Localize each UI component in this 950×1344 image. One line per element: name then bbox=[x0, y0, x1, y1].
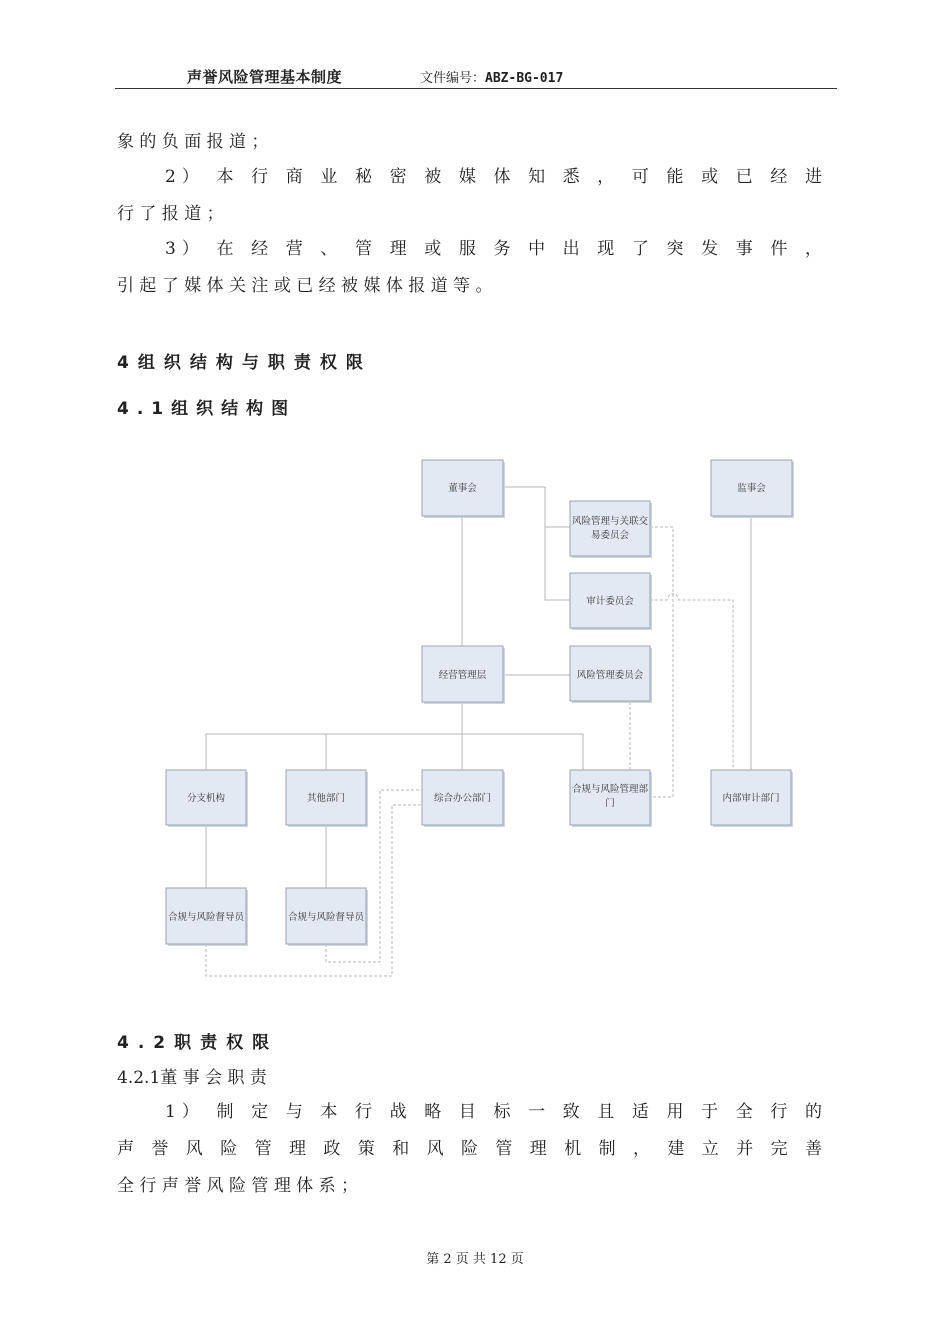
internal-audit-box bbox=[711, 770, 793, 827]
document-title: 声誉风险管理基本制度 bbox=[187, 68, 343, 86]
board-duty-line-2: 声 誉 风 险 管 理 政 策 和 风 险 管 理 机 制 ， 建 立 并 完 善 bbox=[117, 1139, 822, 1159]
other-depts-box bbox=[286, 770, 368, 827]
page-footer: 第 2 页 共 12 页 bbox=[426, 1252, 524, 1267]
management-box bbox=[422, 646, 505, 704]
risk-related-committee-label-2: 易委员会 bbox=[590, 530, 630, 541]
item-3-line-1: 3） 在 经 营 、 管 理 或 服 务 中 出 现 了 突 发 事 件 ， bbox=[165, 239, 822, 259]
section-4-2-heading: 4.2职责权限 bbox=[117, 1033, 279, 1053]
branches-label: 分支机构 bbox=[186, 793, 226, 804]
audit-committee-box bbox=[570, 573, 652, 630]
board-duty-line-1: 1） 制 定 与 本 行 战 略 目 标 一 致 且 适 用 于 全 行 的 bbox=[165, 1102, 822, 1122]
item-2-line-1: 2） 本 行 商 业 秘 密 被 媒 体 知 悉 ， 可 能 或 已 经 进 bbox=[165, 167, 822, 187]
section-4-2-1-heading: 4.2.1董 事 会 职 责 bbox=[117, 1068, 267, 1088]
compliance-dept-label-1: 合规与风险管理部 bbox=[571, 784, 649, 795]
risk-related-committee-label-1: 风险管理与关联交 bbox=[571, 516, 649, 527]
risk-related-committee-box bbox=[570, 501, 652, 558]
section-4-1-heading: 4.1组织结构图 bbox=[117, 399, 297, 419]
branches-box bbox=[166, 770, 248, 827]
management-label: 经营管理层 bbox=[438, 670, 487, 681]
supervisor-1-label: 合规与风险督导员 bbox=[167, 912, 245, 923]
board-box bbox=[422, 460, 505, 518]
item-3-line-2: 引 起 了 媒 体 关 注 或 已 经 被 媒 体 报 道 等 。 bbox=[117, 276, 493, 296]
doc-no-value: ABZ-BG-017 bbox=[485, 71, 564, 86]
body-line-1: 象 的 负 面 报 道 ； bbox=[117, 132, 269, 152]
supervisory-board-box bbox=[711, 460, 794, 518]
risk-committee-label: 风险管理委员会 bbox=[576, 670, 644, 681]
audit-committee-label: 审计委员会 bbox=[586, 596, 634, 607]
compliance-dept-box bbox=[570, 770, 652, 827]
supervisory-board-label: 监事会 bbox=[737, 483, 766, 494]
supervisor-2-label: 合规与风险督导员 bbox=[287, 912, 365, 923]
supervisor-box-2 bbox=[286, 888, 368, 946]
risk-committee-box bbox=[570, 646, 652, 703]
doc-no-label: 文件编号： bbox=[420, 71, 486, 86]
item-2-line-2: 行 了 报 道 ； bbox=[117, 204, 224, 224]
other-depts-label: 其他部门 bbox=[306, 793, 346, 804]
board-label: 董事会 bbox=[448, 483, 477, 494]
board-duty-line-3: 全 行 声 誉 风 险 管 理 体 系 ； bbox=[117, 1176, 359, 1196]
supervisor-box-1 bbox=[166, 888, 248, 946]
internal-audit-label: 内部审计部门 bbox=[722, 793, 780, 804]
compliance-dept-label-2: 门 bbox=[605, 798, 615, 809]
section-4-heading: 4组织结构与职责权限 bbox=[117, 353, 372, 373]
general-office-label: 综合办公部门 bbox=[433, 793, 492, 804]
general-office-box bbox=[422, 770, 505, 827]
